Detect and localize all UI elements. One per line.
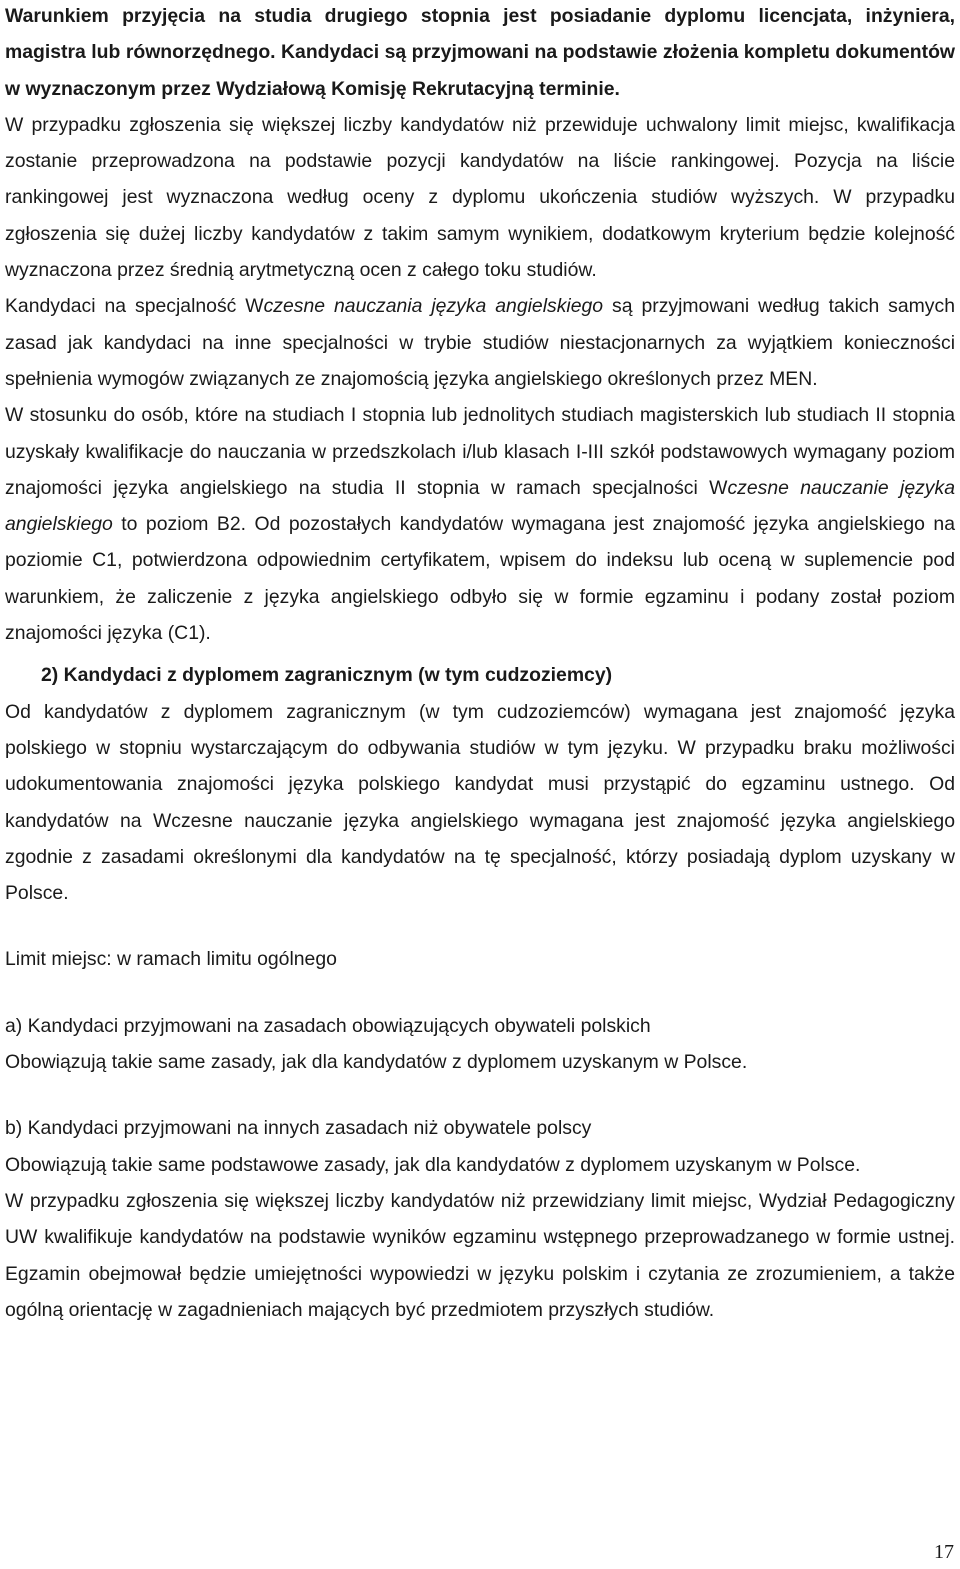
language-level-specialization: czesne nauczanie języka angielskiego [5,476,955,536]
language-level-text-start: W stosunku do osób, które na studiach I stopnia lub jednolitych studiach magisterskich lub studiach II stopnia uzyskały kwalifikacje do nauczania w przedszkolach i/lub klasach I-III szkół podstawowych wymagany poziom znajomości języka angielskiego na studia II stopnia w ramach specjalności W [5,404,955,499]
spacer [5,1080,955,1110]
language-level-paragraph [5,397,955,651]
admission-requirements-paragraph: Warunkiem przyjęcia na studia drugiego stopnia jest posiadanie dyplomu licencjata, inżyniera, magistra lub równorzędnego. Kandydaci są przyjmowani na podstawie złożenia kompletu dokumentów w wyznaczonym przez Wydziałową Komisję Rekrutacyjną terminie. [5,5,955,100]
entrance-exam-paragraph: W przypadku zgłoszenia się większej liczby kandydatów niż przewidziany limit miejsc, Wydział Pedagogiczny UW kwalifikuje kandydatów na podstawie wyników egzaminu wstępnego przeprowadzanego w formie ustnej. Egzamin obejmował będzie umiejętności wypowiedzi w języku polskim i czytania ze zrozumieniem, a także ogólną orientację w zagadnieniach mających być przedmiotem przyszłych studiów. [5,1189,955,1321]
spacer [5,978,955,1008]
limit-paragraph: Limit miejsc: w ramach limitu ogólnego [5,948,337,971]
specialization-paragraph [5,288,955,397]
other-rules-title: b) Kandydaci przyjmowani na innych zasadach niż obywatele polscy [5,1117,592,1140]
page-number: 17 [934,1541,954,1563]
polish-rules-body: Obowiązują takie same zasady, jak dla kandydatów z dyplomem uzyskanym w Polsce. [5,1051,748,1074]
polish-rules-title: a) Kandydaci przyjmowani na zasadach obowiązujących obywateli polskich [5,1014,651,1037]
language-level-text-end: to poziom B2. Od pozostałych kandydatów wymagana jest znajomość języka angielskiego na poziomie C1, potwierdzona odpowiednim certyfikatem, wpisem do indeksu lub oceną w suplemencie pod warunkiem, że zaliczenie z języka angielskiego odbyło się w formie egzaminu i podany został poziom znajomości języka (C1). [5,513,955,645]
foreign-diploma-heading: 2) Kandydaci z dyplomem zagranicznym (w tym cudzoziemcy) [41,664,613,687]
specialization-text-end: są przyjmowani według takich samych zasad jak kandydaci na inne specjalności w trybie studiów niestacjonarnych za wyjątkiem konieczności spełnienia wymogów związanych ze znajomością języka angielskiego określonych przez MEN. [5,295,955,390]
specialization-name: czesne nauczania języka angielskiego [263,295,604,318]
foreign-diploma-paragraph: Od kandydatów z dyplomem zagranicznym (w tym cudzoziemców) wymagana jest znajomość języka polskiego w stopniu wystarczającym do odbywania studiów w tym języku. W przypadku braku możliwości udokumentowania znajomości języka polskiego kandydat musi przystąpić do egzaminu ustnego. Od kandydatów na Wczesne nauczanie języka angielskiego wymagana jest znajomość języka angielskiego zgodnie z zasadami określonymi dla kandydatów na tę specjalność, którzy posiadają dyplom uzyskany w Polsce. [5,700,955,905]
ranking-paragraph: W przypadku zgłoszenia się większej liczby kandydatów niż przewiduje uchwalony limit miejsc, kwalifikacja zostanie przeprowadzona na podstawie pozycji kandydatów na liście rankingowej. Pozycja na liście rankingowej jest wyznaczona według oceny z dyplomu ukończenia studiów wyższych. W przypadku zgłoszenia się dużej liczby kandydatów z takim samym wynikiem, dodatkowym kryterium będzie kolejność wyznaczona przez średnią arytmetyczną ocen z całego toku studiów. [5,113,955,282]
other-rules-body: Obowiązują takie same podstawowe zasady, jak dla kandydatów z dyplomem uzyskanym w Polsce. [5,1153,861,1176]
document-page [5,0,955,1328]
specialization-text-start: Kandydaci na specjalność W [5,295,264,318]
spacer [5,911,955,941]
